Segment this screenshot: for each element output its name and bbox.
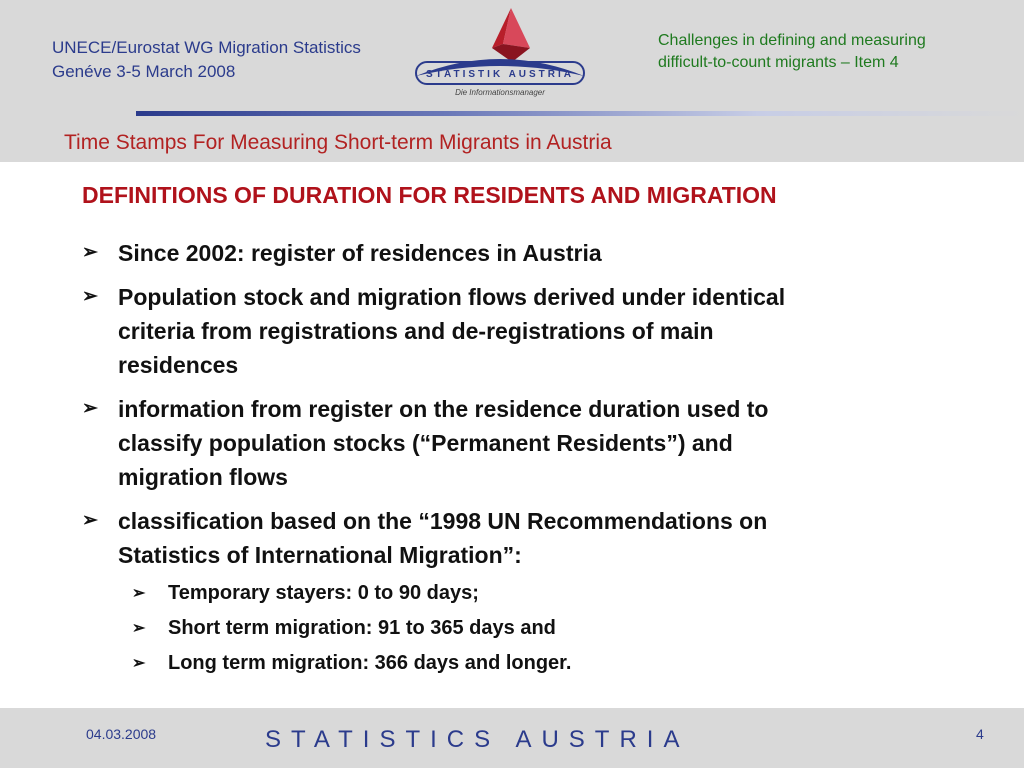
bullet-item	[82, 236, 962, 270]
bullet-item	[82, 280, 962, 382]
challenge-info	[658, 30, 926, 74]
bullet-line: residences	[118, 352, 239, 378]
arrow-bullet-icon: ➢	[132, 585, 146, 602]
sub-bullet-item	[82, 611, 962, 646]
logo-tagline: Die Informationsmanager	[455, 88, 545, 97]
header-divider	[136, 111, 1024, 116]
footer	[0, 708, 1024, 768]
sub-bullet-item	[82, 576, 962, 611]
arrow-bullet-icon: ➢	[82, 510, 98, 531]
footer-date: 04.03.2008	[86, 726, 157, 742]
arrow-bullet-icon: ➢	[82, 286, 98, 307]
page-number: 4	[976, 726, 984, 742]
conference-line-1: UNECE/Eurostat WG Migration Statistics	[52, 38, 361, 57]
bullet-line: Since 2002: register of residences in Austria	[118, 240, 602, 266]
sub-bullet-text: Temporary stayers: 0 to 90 days;	[168, 582, 479, 604]
sub-bullet-list	[82, 576, 962, 681]
bullet-line: classify population stocks (“Permanent Residents”) and	[118, 430, 733, 456]
bullet-line: information from register on the residence duration used to	[118, 396, 769, 422]
bullet-line: migration flows	[118, 464, 288, 490]
bullet-list	[82, 236, 962, 681]
arrow-bullet-icon: ➢	[82, 398, 98, 419]
conference-line-2: Genéve 3-5 March 2008	[52, 62, 236, 81]
slide-content	[0, 162, 1024, 708]
bullet-item	[82, 392, 962, 494]
arrow-bullet-icon: ➢	[132, 655, 146, 672]
bullet-line: criteria from registrations and de-registrations of main	[118, 318, 714, 344]
conference-info	[52, 36, 361, 84]
bullet-item	[82, 504, 962, 572]
sub-bullet-text: Long term migration: 366 days and longer.	[168, 652, 572, 674]
arrow-bullet-icon: ➢	[132, 620, 146, 637]
slide-subtitle: Time Stamps For Measuring Short-term Migrants in Austria	[64, 131, 612, 154]
header	[0, 0, 1024, 162]
sub-bullet-item	[82, 646, 962, 681]
challenge-line-1: Challenges in defining and measuring	[658, 32, 926, 49]
footer-brand: STATISTICS AUSTRIA	[265, 726, 690, 753]
arrow-bullet-icon: ➢	[82, 242, 98, 263]
logo-name: STATISTIK AUSTRIA	[425, 69, 575, 80]
challenge-line-2: difficult-to-count migrants – Item 4	[658, 54, 899, 71]
statistik-austria-logo	[408, 6, 593, 102]
bullet-line: classification based on the “1998 UN Recommendations on	[118, 508, 768, 534]
bullet-line: Population stock and migration flows derived under identical	[118, 284, 786, 310]
bullet-line: Statistics of International Migration”:	[118, 542, 522, 568]
sub-bullet-text: Short term migration: 91 to 365 days and	[168, 617, 556, 639]
slide-title: DEFINITIONS OF DURATION FOR RESIDENTS AND MIGRATION	[82, 182, 777, 208]
